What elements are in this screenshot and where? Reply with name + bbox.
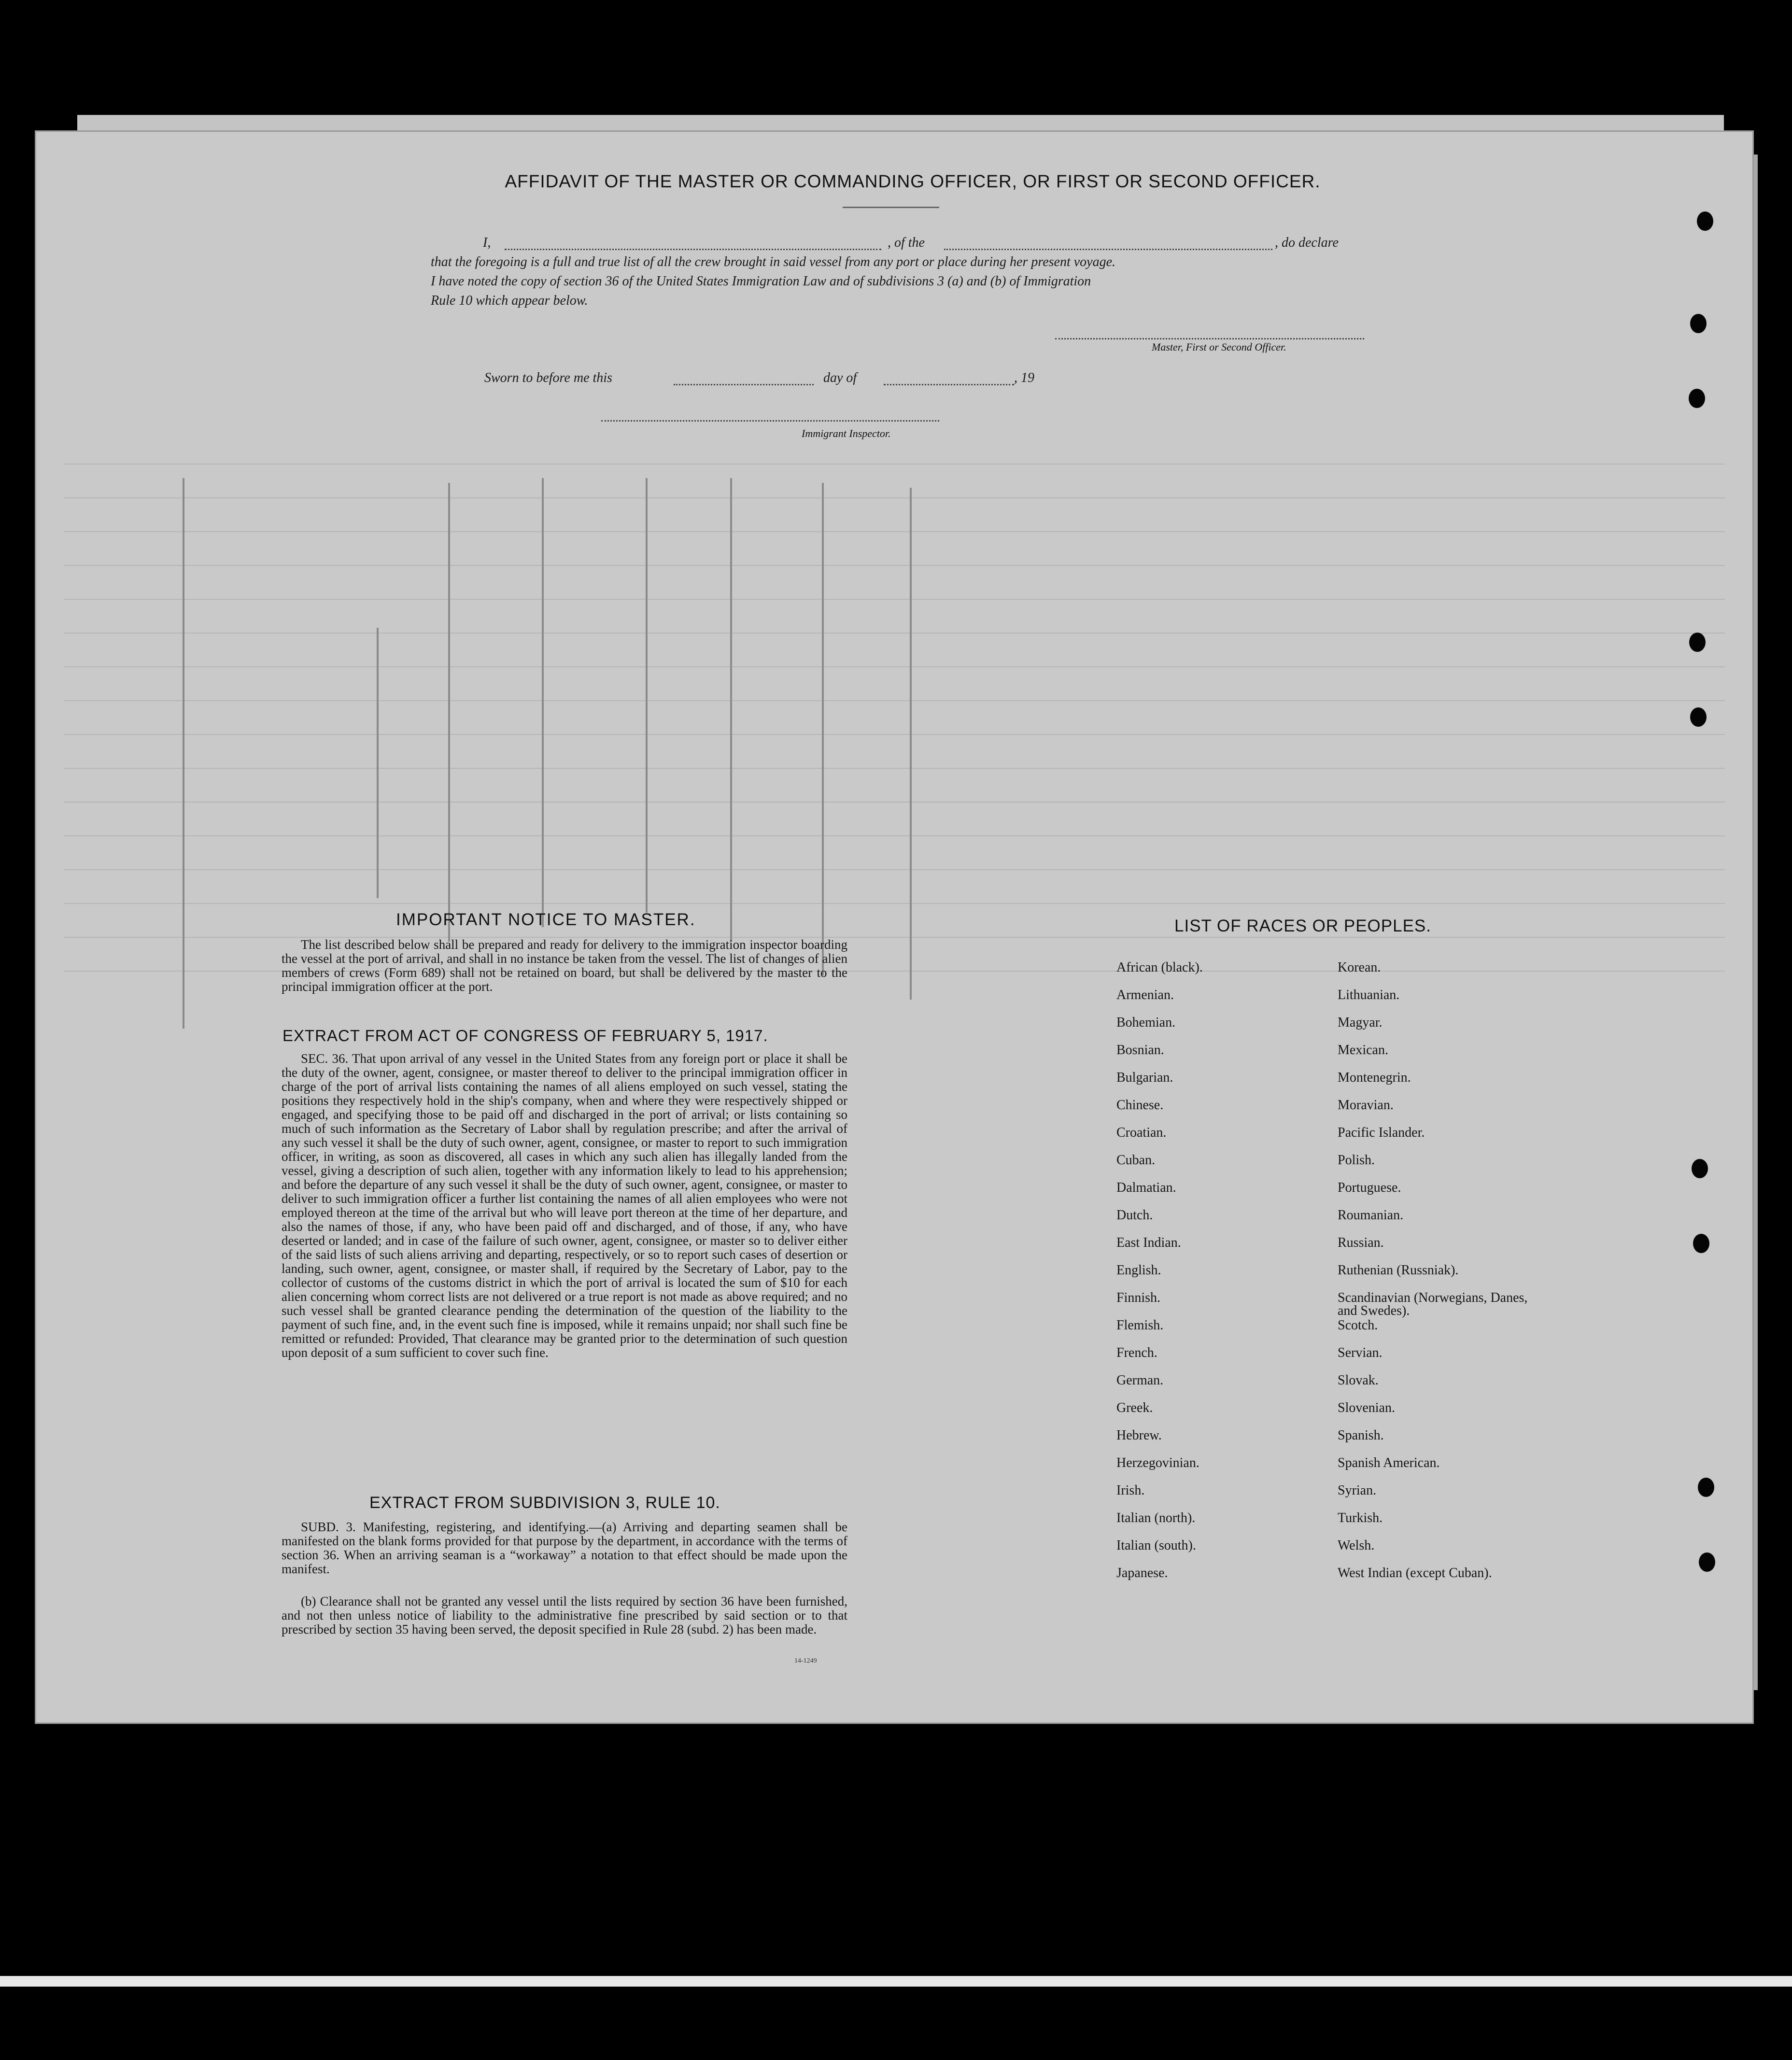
race-item: Lithuanian. (1338, 988, 1400, 1002)
bleed-through-line (64, 497, 1725, 498)
column-rule (730, 478, 732, 942)
race-item: Italian (south). (1116, 1538, 1196, 1553)
race-item: Slovenian. (1338, 1400, 1395, 1415)
bleed-through-line (64, 633, 1725, 634)
bleed-through-line (64, 599, 1725, 600)
race-item: Slovak. (1338, 1373, 1379, 1388)
master-signature-line (1055, 338, 1364, 339)
race-item: Korean. (1338, 960, 1381, 975)
notice-title: IMPORTANT NOTICE TO MASTER. (396, 910, 696, 929)
bleed-through-line (64, 565, 1725, 566)
extract-rule-text-a: SUBD. 3. Manifesting, registering, and identifying.—(a) Arriving and departing seamen shall be manifested on the blank forms provided for that purpose by the department, in accordance with the terms of section 36. When an arriving seaman is a “workaway” a notation to that effect should be made upon the manifest. (282, 1520, 847, 1576)
column-rule (822, 483, 824, 975)
bleed-through-line (64, 835, 1725, 836)
inspector-signature-line (601, 420, 939, 422)
race-item: Finnish. (1116, 1290, 1161, 1305)
affidavit-line-2: that the foregoing is a full and true list of all the crew brought in said vessel from any port or place during her present voyage. (431, 254, 1116, 269)
race-item: West Indian (except Cuban). (1338, 1566, 1492, 1580)
punch-hole (1690, 707, 1707, 727)
punch-hole (1693, 1234, 1709, 1253)
race-item: Japanese. (1116, 1566, 1168, 1580)
race-item: Magyar. (1338, 1015, 1383, 1030)
race-item: Irish. (1116, 1483, 1145, 1498)
race-item: African (black). (1116, 960, 1203, 975)
affidavit-title: AFFIDAVIT OF THE MASTER OR COMMANDING OFFICER, OR FIRST OR SECOND OFFICER. (505, 171, 1321, 191)
race-item: Mexican. (1338, 1043, 1388, 1058)
sworn-label: Sworn to before me this (484, 370, 612, 385)
race-item: Syrian. (1338, 1483, 1377, 1498)
affidavit-declare-label: , do declare (1275, 235, 1339, 250)
affidavit-of-the-label: , of the (888, 235, 925, 250)
column-rule (542, 478, 544, 927)
day-of-label: day of (823, 370, 857, 385)
race-item: Welsh. (1338, 1538, 1375, 1553)
race-item: Montenegrin. (1338, 1070, 1411, 1085)
race-item: Scotch. (1338, 1318, 1378, 1333)
race-item: Bohemian. (1116, 1015, 1176, 1030)
race-item: Dalmatian. (1116, 1180, 1176, 1195)
race-item: Pacific Islander. (1338, 1125, 1425, 1140)
race-item: Servian. (1338, 1345, 1383, 1360)
punch-hole (1697, 212, 1713, 231)
race-item: Bulgarian. (1116, 1070, 1173, 1085)
bleed-through-line (64, 802, 1725, 803)
extract-act-title: EXTRACT FROM ACT OF CONGRESS OF FEBRUARY 5, 1917. (282, 1027, 768, 1044)
extract-rule-text-b: (b) Clearance shall not be granted any vessel until the lists required by section 36 have been furnished, and not then unless notice of liability to the administrative fine prescribed by said section or to that prescribed by section 35 having been served, the deposit specified in Rule 28 (subd. 2) has been made. (282, 1594, 847, 1637)
bleed-through-line (64, 531, 1725, 532)
races-right-column (1338, 961, 1540, 1594)
film-edge-strip (0, 1976, 1792, 1987)
extract-rule-title: EXTRACT FROM SUBDIVISION 3, RULE 10. (369, 1494, 720, 1512)
bleed-through-line (64, 464, 1725, 465)
race-item: Portuguese. (1338, 1180, 1401, 1195)
race-item: Scandinavian (Norwegians, Danes, and Swedes). (1338, 1290, 1528, 1318)
master-signature-label: Master, First or Second Officer. (1152, 341, 1286, 353)
race-item: Dutch. (1116, 1208, 1153, 1223)
race-item: French. (1116, 1345, 1157, 1360)
form-number: 14-1249 (794, 1657, 817, 1665)
column-rule (448, 483, 450, 942)
race-item: English. (1116, 1263, 1161, 1278)
race-item: Flemish. (1116, 1318, 1164, 1333)
column-rule (377, 628, 379, 898)
race-item: Armenian. (1116, 988, 1174, 1002)
bleed-through-line (64, 666, 1725, 667)
race-item: East Indian. (1116, 1235, 1181, 1250)
race-item: Cuban. (1116, 1153, 1156, 1168)
races-title: LIST OF RACES OR PEOPLES. (1174, 917, 1432, 935)
race-item: Italian (north). (1116, 1510, 1196, 1525)
affidavit-line-4: Rule 10 which appear below. (431, 293, 588, 308)
race-item: Bosnian. (1116, 1043, 1164, 1058)
race-item: Polish. (1338, 1153, 1375, 1168)
race-item: Spanish American. (1338, 1455, 1440, 1470)
race-item: Chinese. (1116, 1098, 1164, 1113)
race-item: Hebrew. (1116, 1428, 1162, 1443)
column-rule (183, 478, 184, 1029)
name-blank-line (505, 249, 881, 250)
bleed-through-line (64, 903, 1725, 904)
race-item: Roumanian. (1338, 1208, 1404, 1223)
bleed-through-line (64, 768, 1725, 769)
title-underline (843, 207, 939, 208)
punch-hole (1692, 1159, 1708, 1178)
race-item: Croatian. (1116, 1125, 1167, 1140)
punch-hole (1690, 314, 1707, 333)
races-left-column (1116, 961, 1203, 1594)
race-item: German. (1116, 1373, 1164, 1388)
inspector-signature-label: Immigrant Inspector. (802, 427, 891, 439)
bleed-through-line (64, 869, 1725, 870)
extract-act-text: SEC. 36. That upon arrival of any vessel in the United States from any foreign port or place it shall be the duty of the owner, agent, consignee, or master thereof to deliver to the principal immigration officer in charge of the port of arrival lists containing the names of all aliens employed on such vessel, stating the positions they respectively hold in the ship's company, when and where they were respectively shipped or engaged, and specifying those to be paid off and discharged in the port of arrival; or lists containing so much of such information as the Secretary of Labor shall by regulation prescribe; and after the arrival of any such vessel it shall be the duty of such owner, agent, consignee, or master to report to such immigration officer, in writing, as soon as discovered, all cases in which any such alien has illegally landed from the vessel, giving a description of such alien, together with any information likely to lead to his apprehension; and before the departure of any such vessel it shall be the duty of such owner, agent, consignee, or master to deliver to such immigration officer a further list containing the names of all alien employees who were not employed thereon at the time of the arrival but who will leave port thereon at the time of her departure, and also the names of those, if any, who have been paid off and discharged, and of those, if any, who have deserted or landed; and in case of the failure of such owner, agent, consignee, or master so to deliver either of the said lists of such aliens arriving and departing, respectively, or so to report such cases of desertion or landing, such owner, agent, consignee, or master shall, if required by the Secretary of Labor, pay to the collector of customs of the customs district in which the port of arrival is located the sum of $10 for each alien concerning whom correct lists are not delivered or a true report is not made as above required; and no such vessel shall be granted clearance pending the determination of the question of the liability to the payment of such fine, and, in the event such fine is imposed, while it remains unpaid; nor shall such fine be remitted or refunded: Provided, That clearance may be granted prior to the determination of such question upon deposit of a sum sufficient to cover such fine. (282, 1051, 847, 1360)
bleed-through-line (64, 734, 1725, 735)
affidavit-line-3: I have noted the copy of section 36 of the United States Immigration Law and of subdivisions 3 (a) and (b) of Immigration (431, 274, 1091, 289)
race-item: Russian. (1338, 1235, 1384, 1250)
race-item: Moravian. (1338, 1098, 1394, 1113)
year-label: , 19 (1014, 370, 1034, 385)
notice-text: The list described below shall be prepared and ready for delivery to the immigration inspector boarding the vessel at the port of arrival, and shall in no instance be taken from the vessel. The list of changes of alien members of crews (Form 689) shall not be retained on board, but shall be delivered by the master to the principal immigration officer at the port. (282, 937, 847, 994)
race-item: Greek. (1116, 1400, 1153, 1415)
sworn-day-line (674, 384, 814, 385)
column-rule (646, 478, 648, 913)
race-item: Spanish. (1338, 1428, 1384, 1443)
race-item: Ruthenian (Russniak). (1338, 1263, 1459, 1278)
sworn-month-line (884, 384, 1014, 385)
affidavit-i-label: I, (483, 235, 491, 250)
punch-hole (1689, 389, 1705, 408)
race-item: Turkish. (1338, 1510, 1383, 1525)
bleed-through-line (64, 700, 1725, 701)
race-item: Herzegovinian. (1116, 1455, 1199, 1470)
column-rule (910, 488, 912, 1000)
punch-hole (1698, 1478, 1714, 1497)
punch-hole (1699, 1552, 1715, 1572)
punch-hole (1689, 633, 1706, 652)
vessel-blank-line (944, 249, 1272, 250)
